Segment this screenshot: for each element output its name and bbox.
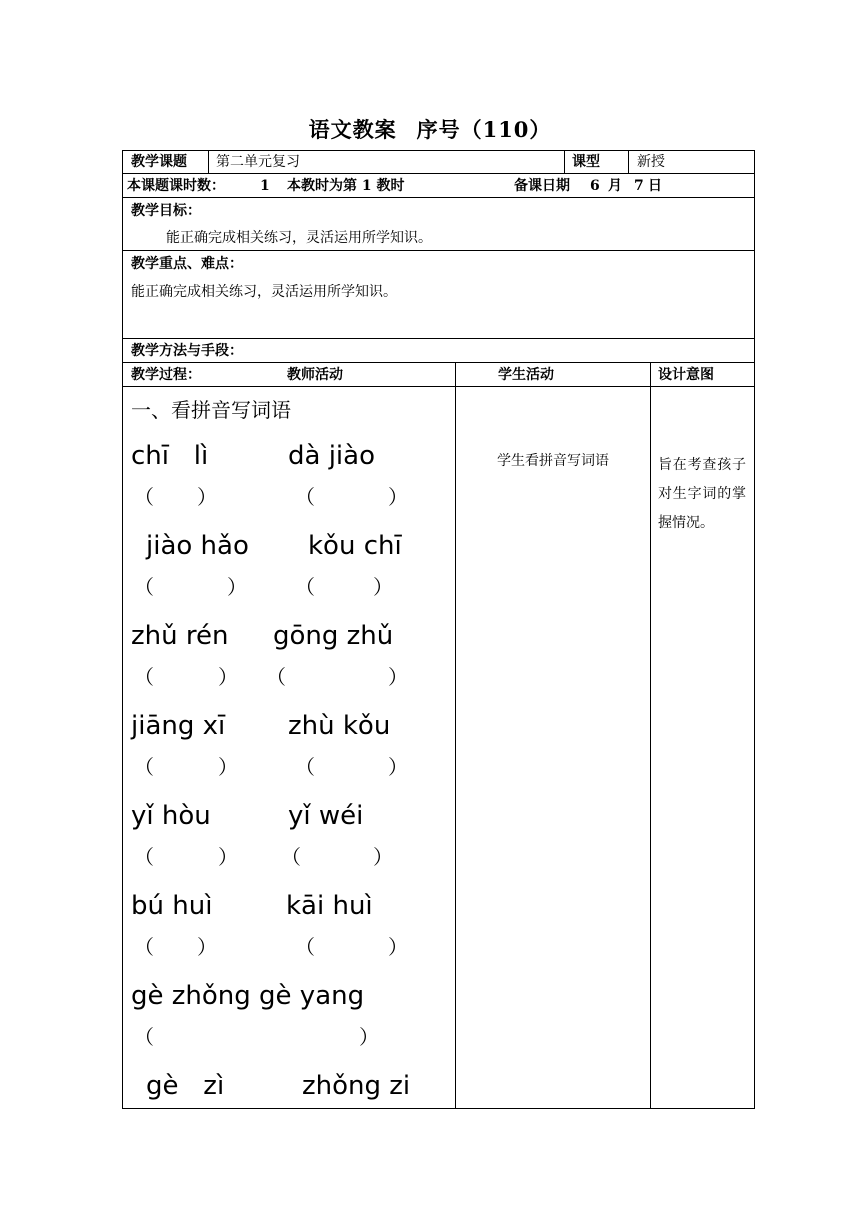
prep-date-day: 7: [634, 178, 644, 194]
design-intent-text: 旨在考查孩子对生字词的掌握情况。: [658, 457, 746, 531]
pinyin-word: gè zhǒng gè yang: [131, 981, 365, 1011]
answer-blank-close: ）: [388, 485, 408, 509]
answer-blank-close: ）: [388, 665, 408, 689]
answer-blank-open: （: [266, 665, 286, 689]
key-points-label: 教学重点、难点：: [131, 256, 243, 272]
answer-blank-open: （: [134, 935, 154, 959]
column-divider: [650, 362, 651, 1109]
pinyin-word: kāi huì: [286, 891, 373, 921]
hours-label: 本课题课时数：: [127, 178, 225, 194]
answer-blank-close: ）: [388, 755, 408, 779]
lesson-type-value: 新授: [637, 154, 665, 170]
pinyin-word: dà jiào: [288, 441, 375, 471]
pinyin-word: kǒu chī: [308, 531, 402, 561]
pinyin-word: zhǔ rén: [131, 621, 229, 651]
pinyin-word: chī lì: [131, 441, 209, 471]
column-divider: [455, 362, 456, 1109]
prep-date-month: 6: [590, 178, 600, 194]
answer-blank-open: （: [295, 755, 315, 779]
page-title: [0, 114, 860, 144]
answer-blank-open: （: [134, 665, 154, 689]
answer-blank-open: （: [134, 845, 154, 869]
month-unit: 月: [608, 178, 622, 194]
answer-blank-open: （: [134, 485, 154, 509]
methods-label: 教学方法与手段：: [131, 343, 243, 359]
answer-blank-open: （: [134, 575, 154, 599]
student-activity-header: 学生活动: [498, 367, 554, 383]
row-divider: [122, 362, 755, 363]
topic-label: 教学课题: [131, 154, 187, 170]
section-title: 一、看拼音写词语: [131, 398, 291, 422]
answer-blank-open: （: [295, 485, 315, 509]
pinyin-word: zhù kǒu: [288, 711, 391, 741]
row-divider: [122, 250, 755, 251]
pinyin-word: gè zì: [146, 1071, 225, 1101]
title-text: 语文教案: [308, 117, 397, 142]
row-divider: [122, 386, 755, 387]
answer-blank-close: ）: [373, 575, 393, 599]
pinyin-word: bú huì: [131, 891, 213, 921]
goals-text: 能正确完成相关练习，灵活运用所学知识。: [166, 230, 432, 246]
answer-blank-close: ）: [373, 845, 393, 869]
answer-blank-open: （: [295, 575, 315, 599]
pinyin-word: yǐ wéi: [288, 801, 364, 831]
teacher-activity-header: 教师活动: [287, 367, 343, 383]
row-divider: [122, 338, 755, 339]
hours-value: 1: [260, 178, 270, 194]
serial-number: 序号（110）: [416, 117, 552, 142]
pinyin-word: zhǒng zi: [302, 1071, 411, 1101]
day-unit: 日: [648, 178, 662, 194]
answer-blank-close: ）: [197, 485, 217, 509]
answer-blank-close: ）: [388, 935, 408, 959]
column-divider: [564, 150, 565, 174]
pinyin-word: jiāng xī: [131, 711, 226, 741]
student-activity-text: 学生看拼音写词语: [497, 453, 609, 469]
answer-blank-open: （: [281, 845, 301, 869]
topic-value: 第二单元复习: [216, 154, 300, 170]
answer-blank-open: （: [134, 1025, 154, 1049]
row-divider: [122, 173, 755, 174]
answer-blank-close: ）: [218, 665, 238, 689]
answer-blank-close: ）: [359, 1025, 379, 1049]
pinyin-word: jiào hǎo: [146, 531, 249, 561]
key-points-text: 能正确完成相关练习，灵活运用所学知识。: [131, 284, 397, 300]
answer-blank-close: ）: [197, 935, 217, 959]
process-label: 教学过程：: [131, 367, 201, 383]
column-divider: [208, 150, 209, 174]
answer-blank-open: （: [134, 755, 154, 779]
answer-blank-close: ）: [218, 845, 238, 869]
answer-blank-open: （: [295, 935, 315, 959]
design-intent-header: 设计意图: [658, 367, 714, 383]
current-session: 本教时为第 1 教时: [287, 178, 405, 194]
goals-label: 教学目标：: [131, 203, 201, 219]
row-divider: [122, 197, 755, 198]
answer-blank-close: ）: [227, 575, 247, 599]
pinyin-word: gōng zhǔ: [273, 621, 394, 651]
prep-date-label: 备课日期: [514, 178, 570, 194]
column-divider: [628, 150, 629, 174]
answer-blank-close: ）: [218, 755, 238, 779]
pinyin-word: yǐ hòu: [131, 801, 211, 831]
lesson-type-label: 课型: [572, 154, 600, 170]
